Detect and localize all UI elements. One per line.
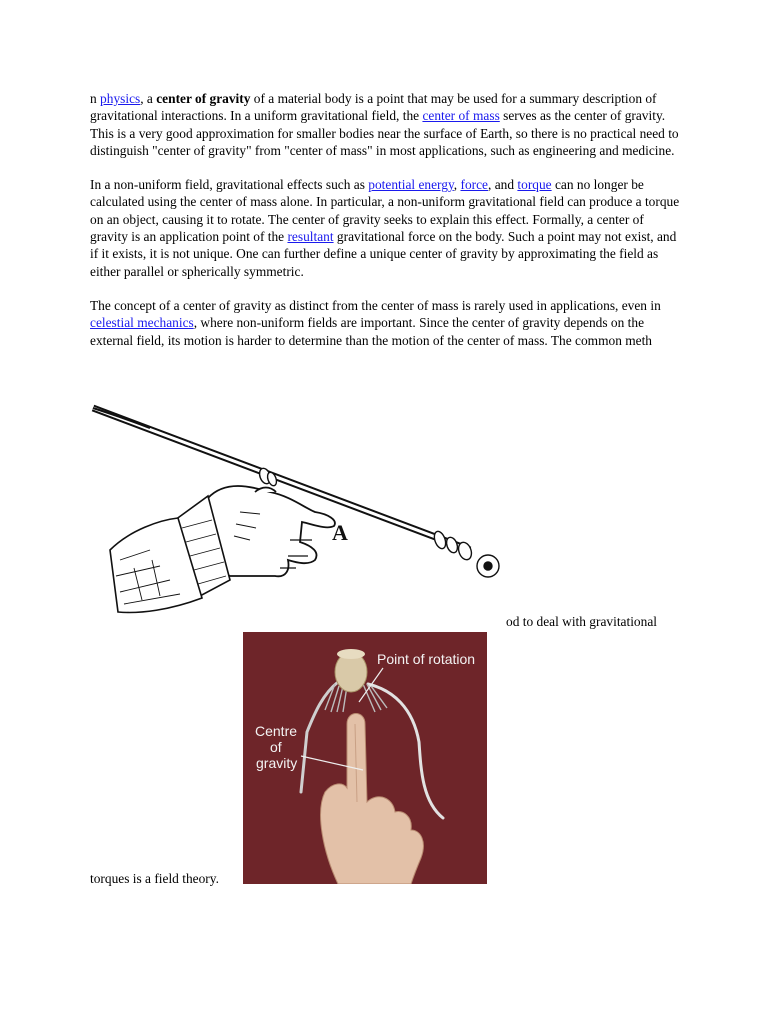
figure-label-a: A	[332, 520, 348, 545]
link-force[interactable]: force	[460, 177, 489, 193]
paragraph-3: The concept of a center of gravity as distinct from the center of mass is rarely used in applications, even in celestial mechanics, where non-uniform fields are important. Since the center of gravity depends on the external field, its motion is harder to determine than the motion of the center of mass. The common meth	[90, 297, 661, 348]
figure-hand-balancing-rod	[90, 400, 510, 625]
link-resultant[interactable]: resultant	[287, 229, 334, 245]
link-potential-energy[interactable]: potential energy	[368, 177, 454, 193]
figure-fork-balance-photo	[243, 632, 487, 884]
figure-caption-fragment-2: torques is a field theory.	[90, 871, 219, 886]
label-centre-line-1: Centre	[255, 723, 298, 739]
paragraph-1: n physics, a center of gravity of a material body is a point that may be used for a summary description of gravitational interactions. In a uniform gravitational field, the center of mass serves as the center of gravity. This is a very good approximation for smaller bodies near the surface of Earth, so there is no practical need to distinguish "center of gravity" from "center of mass" in most applications, such as engineering and medicine.	[90, 91, 679, 158]
label-point-of-rotation: Point of rotation	[377, 651, 476, 667]
link-celestial-mechanics[interactable]: celestial mechanics	[90, 315, 194, 331]
label-centre-line-3: gravity	[256, 755, 298, 771]
link-torque[interactable]: torque	[517, 177, 552, 193]
paragraph-2: In a non-uniform field, gravitational effects such as potential energy, force, and torque can no longer be calculated using the center of mass alone. In particular, a non-uniform gravitational field can produce a torque on an object, causing it to rotate. The center of gravity seeks to explain this effect. Formally, a center of gravity is an application point of the resultant gravitational force on the body. Such a point may not exist, and if it exists, it is not unique. One can further define a unique center of gravity by approximating the field as either parallel or spherically symmetric.	[90, 177, 680, 279]
article-body	[90, 90, 680, 366]
figure-caption-fragment-1: od to deal with gravitational	[506, 614, 657, 629]
label-centre-line-2: of	[270, 739, 282, 755]
link-center-of-mass[interactable]: center of mass	[422, 108, 500, 124]
term-center-of-gravity: center of gravity	[156, 91, 251, 106]
link-physics[interactable]: physics	[100, 91, 141, 106]
